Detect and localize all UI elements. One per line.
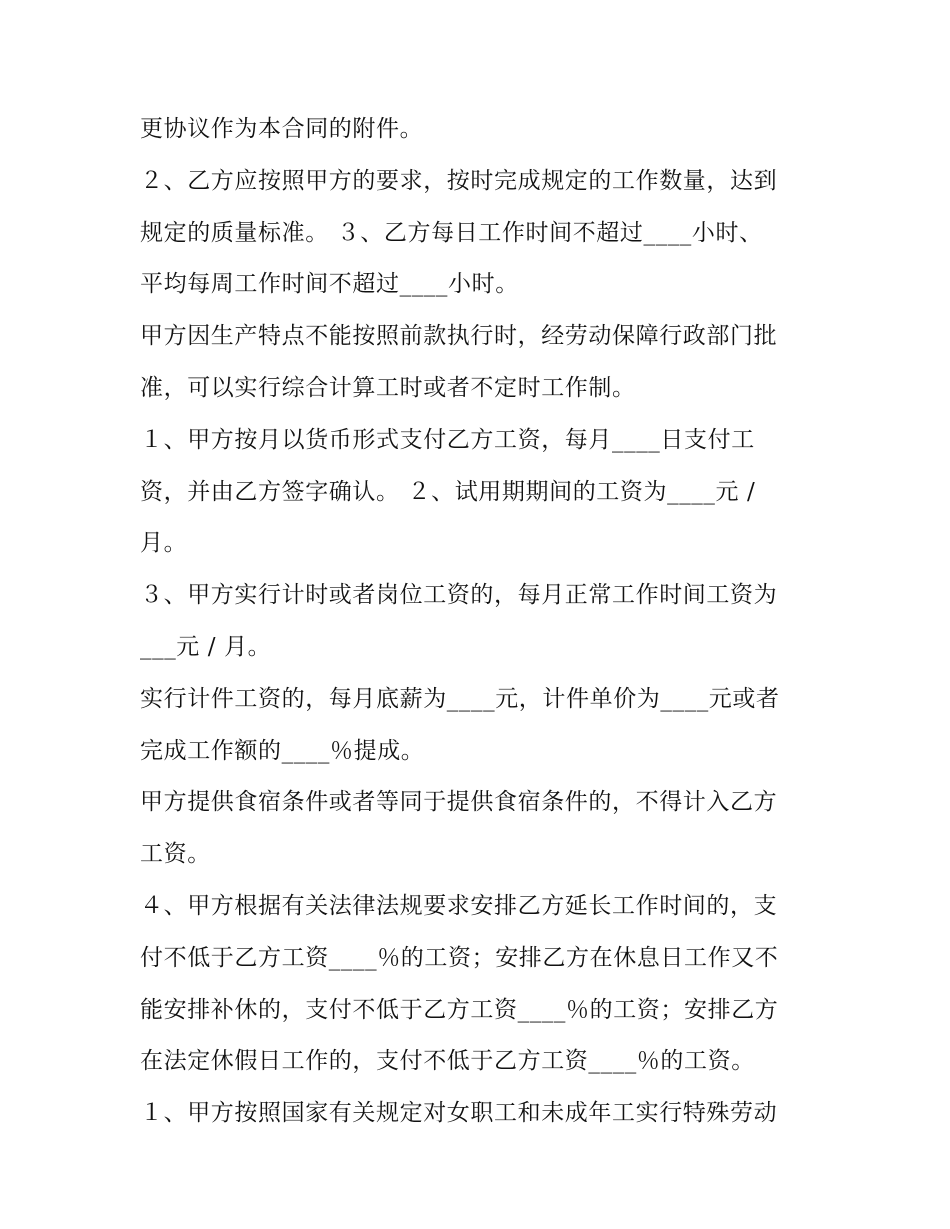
text-line: 在法定休假日工作的，支付不低于乙方工资____％的工资。: [140, 1048, 755, 1075]
text-line: 工资。: [140, 841, 211, 868]
text-line: ２、乙方应按照甲方的要求，按时完成规定的工作数量，达到: [140, 167, 778, 194]
text-line: 资，并由乙方签字确认。 ２、试用期期间的工资为____元 /: [140, 478, 756, 505]
text-line: 规定的质量标准。 ３、乙方每日工作时间不超过____小时、: [140, 219, 763, 246]
text-line: 甲方提供食宿条件或者等同于提供食宿条件的，不得计入乙方: [140, 789, 778, 816]
text-line: 准，可以实行综合计算工时或者不定时工作制。: [140, 374, 636, 401]
text-line: ４、甲方根据有关法律法规要求安排乙方延长工作时间的，支: [140, 892, 778, 919]
text-line: 实行计件工资的，每月底薪为____元，计件单价为____元或者: [140, 685, 780, 712]
text-line: 付不低于乙方工资____％的工资；安排乙方在休息日工作又不: [140, 944, 779, 971]
text-line: ３、甲方实行计时或者岗位工资的，每月正常工作时间工资为: [140, 582, 778, 609]
text-line: 平均每周工作时间不超过____小时。: [140, 271, 519, 298]
text-line: 甲方因生产特点不能按照前款执行时，经劳动保障行政部门批: [140, 323, 778, 350]
text-line: 能安排补休的，支付不低于乙方工资____％的工资；安排乙方: [140, 996, 779, 1023]
text-line: １、甲方按照国家有关规定对女职工和未成年工实行特殊劳动: [140, 1100, 778, 1127]
text-line: 月。: [140, 530, 188, 557]
text-line: 完成工作额的____％提成。: [140, 737, 425, 764]
document-body: [140, 104, 820, 1140]
text-line: ___元 / 月。: [140, 633, 272, 660]
text-line: 更协议作为本合同的附件。: [140, 116, 424, 142]
text-line: １、甲方按月以货币形式支付乙方工资，每月____日支付工: [140, 426, 755, 453]
